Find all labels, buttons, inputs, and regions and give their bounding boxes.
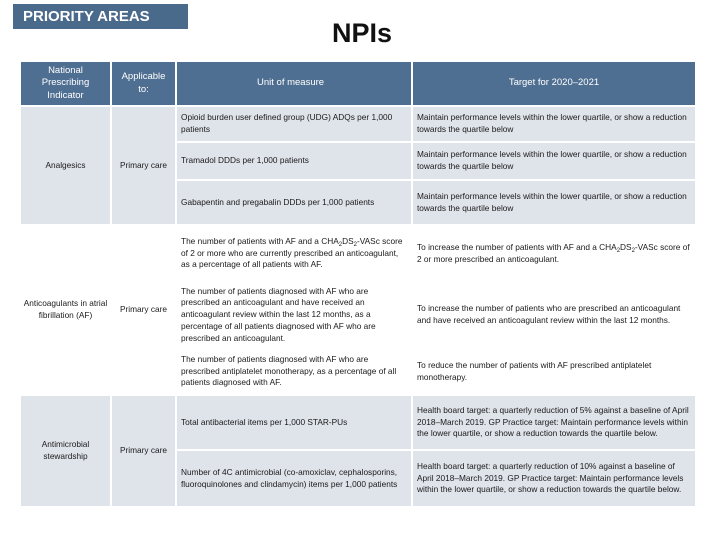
priority-areas-badge: PRIORITY AREAS — [13, 4, 188, 29]
col-header-applicable: Applicable to: — [112, 62, 175, 105]
target-opioid-burden: Maintain performance levels within the lower quartile, or show a reduction towards the quartile below — [413, 107, 695, 141]
unit-antiplatelet-monotherapy: The number of patients diagnosed with AF who are prescribed antiplatelet monotherapy, as a percentage of all patients diagnosed with AF. — [181, 353, 397, 388]
target-total-antibacterial: Health board target: a quarterly reduction of 5% against a baseline of April 2018–March 2019. GP Practice target: Maintain performance levels within the lower quartile, or show a reduction towards the quartile below. — [413, 396, 695, 449]
unit-opioid-burden: Opioid burden user defined group (UDG) ADQs per 1,000 patients — [177, 107, 411, 141]
page-title: NPIs — [332, 18, 393, 48]
unit-anticoagulant-review: The number of patients diagnosed with AF who are prescribed an anticoagulant and have received an anticoagulant review within the last 12 months, as a percentage of all patients diagnosed with AF who are prescribed an anticoagulant. — [181, 285, 376, 343]
indicator-analgesics: Analgesics — [21, 107, 110, 224]
target-tramadol: Maintain performance levels within the lower quartile, or show a reduction towards the quartile below — [413, 143, 695, 179]
applicable-anticoagulants: Primary care — [119, 304, 168, 315]
target-antiplatelet-monotherapy: To reduce the number of patients with AF prescribed antiplatelet monotherapy. — [417, 359, 652, 382]
applicable-antimicrobial: Primary care — [112, 396, 175, 506]
col-header-indicator: National Prescribing Indicator — [21, 62, 110, 105]
target-gabapentin: Maintain performance levels within the lower quartile, or show a reduction towards the quartile below — [413, 181, 695, 224]
indicator-antimicrobial: Antimicrobial stewardship — [21, 396, 110, 506]
unit-tramadol: Tramadol DDDs per 1,000 patients — [177, 143, 411, 179]
af-unit-text: The number of patients with AF and a $CHA_2DS_2$-VASc score of 2 or more who are currently prescribed an anticoagulant, as a percentage of all patients with AF. — [181, 235, 403, 270]
af-target-text: To increase the number of patients with AF and a $CHA_2DS_2$-VASc score of 2 or more prescribed an anticoagulant. — [417, 241, 690, 264]
unit-4c-antimicrobial: Number of 4C antimicrobial (co-amoxiclav, cephalosporins, fluoroquinolones and clindamycin) items per 1,000 patients — [177, 451, 411, 506]
indicator-anticoagulants: Anticoagulants in atrial fibrillation (AF) — [23, 298, 108, 320]
col-header-unit: Unit of measure — [177, 62, 411, 105]
target-4c-antimicrobial: Health board target: a quarterly reduction of 10% against a baseline of April 2018–March 2019. GP Practice target: Maintain performance levels within the lower quartile, or show a reduction towards the quartile below. — [413, 451, 695, 506]
applicable-analgesics: Primary care — [112, 107, 175, 224]
col-header-target: Target for 2020–2021 — [413, 62, 695, 105]
unit-af-anticoagulant-percentage — [177, 226, 411, 281]
unit-total-antibacterial: Total antibacterial items per 1,000 STAR-PUs — [177, 396, 411, 449]
target-af-anticoagulant-percentage — [413, 226, 695, 281]
unit-gabapentin: Gabapentin and pregabalin DDDs per 1,000 patients — [177, 181, 411, 224]
target-anticoagulant-review: To increase the number of patients who are prescribed an anticoagulant and have received an anticoagulant review within the last 12 months. — [417, 303, 681, 325]
